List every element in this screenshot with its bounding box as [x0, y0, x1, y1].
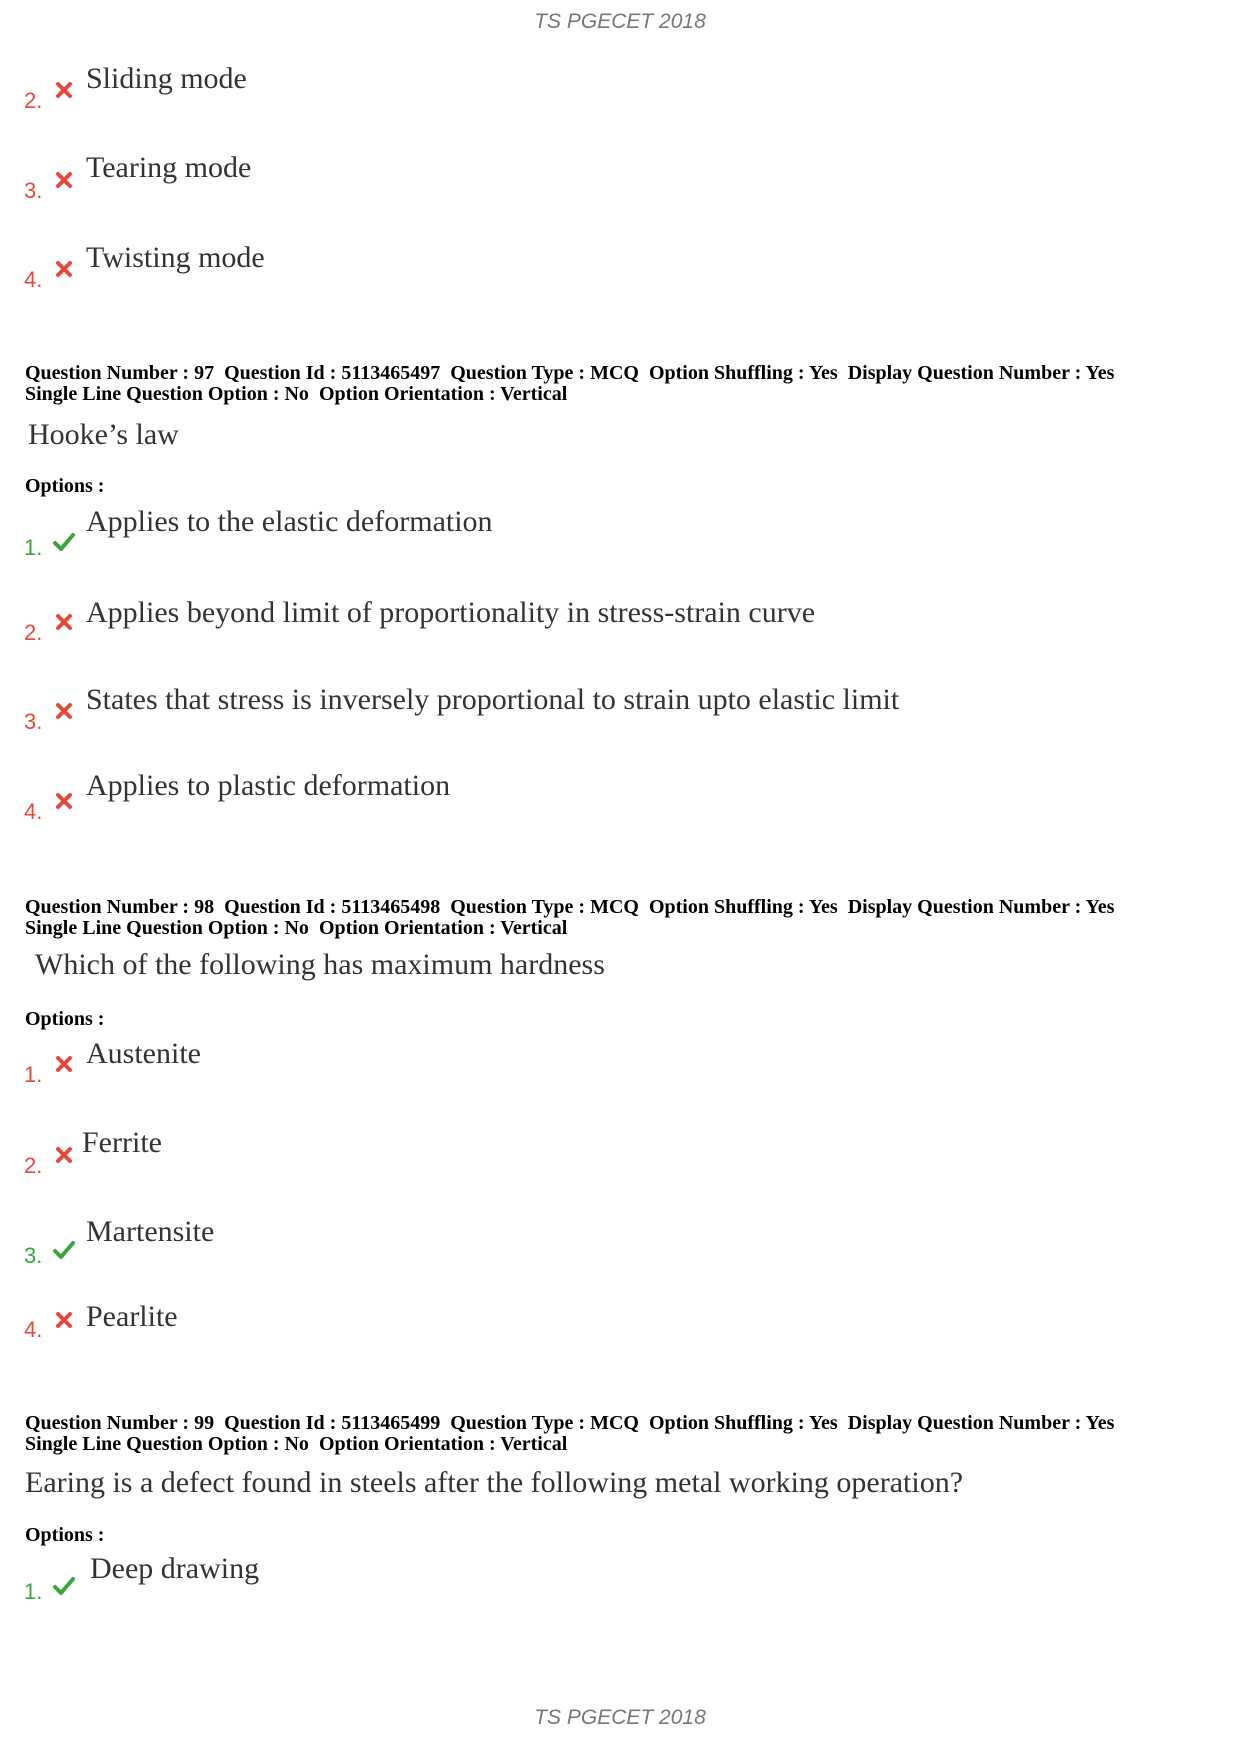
options-label: Options :	[25, 1524, 105, 1546]
option-number: 4.	[24, 799, 43, 824]
option-number: 1.	[24, 1579, 43, 1604]
option-number: 3.	[24, 1243, 43, 1268]
option-item	[0, 1300, 1240, 1360]
question-text: Hooke’s law	[28, 418, 179, 451]
option-item	[0, 62, 1240, 122]
option-number: 1.	[24, 535, 43, 560]
cross-icon	[52, 78, 76, 102]
cross-icon	[52, 257, 76, 281]
option-item	[0, 596, 1240, 656]
option-text: States that stress is inversely proportional to strain upto elastic limit	[86, 683, 900, 716]
option-text: Twisting mode	[86, 241, 265, 274]
option-text: Deep drawing	[90, 1552, 260, 1585]
cross-icon	[52, 1308, 76, 1332]
options-label: Options :	[25, 475, 105, 497]
cross-icon	[52, 699, 76, 723]
option-text: Pearlite	[86, 1300, 178, 1333]
question-text: Which of the following has maximum hardness	[35, 948, 605, 981]
option-text: Austenite	[86, 1037, 201, 1070]
question-text: Earing is a defect found in steels after the following metal working operation?	[25, 1466, 964, 1499]
options-label: Options :	[25, 1008, 105, 1030]
cross-icon	[52, 1143, 76, 1167]
check-icon	[52, 1574, 76, 1598]
cross-icon	[52, 1052, 76, 1076]
option-item	[0, 241, 1240, 301]
option-number: 2.	[24, 620, 43, 645]
cross-icon	[52, 789, 76, 813]
option-text: Applies to the elastic deformation	[86, 505, 493, 538]
option-text: Applies beyond limit of proportionality in stress-strain curve	[86, 596, 816, 629]
question-meta: Question Number : 97 Question Id : 5113465497 Question Type : MCQ Option Shuffling : Yes Display Question Number : Yes Single Line Question Option : No Option Orientation : Vertical	[25, 362, 1115, 405]
option-item	[0, 1126, 1240, 1186]
cross-icon	[52, 168, 76, 192]
option-text: Sliding mode	[86, 62, 247, 95]
check-icon	[52, 1238, 76, 1262]
option-text: Tearing mode	[86, 151, 252, 184]
option-item	[0, 769, 1240, 829]
page-footer: TS PGECET 2018	[534, 1706, 706, 1729]
option-item	[0, 151, 1240, 211]
option-text: Martensite	[86, 1215, 215, 1248]
option-item	[0, 683, 1240, 743]
question-meta: Question Number : 99 Question Id : 5113465499 Question Type : MCQ Option Shuffling : Yes Display Question Number : Yes Single Line Question Option : No Option Orientation : Vertical	[25, 1412, 1115, 1455]
option-number: 2.	[24, 1153, 43, 1178]
option-number: 3.	[24, 709, 43, 734]
option-number: 2.	[24, 88, 43, 113]
question-meta: Question Number : 98 Question Id : 5113465498 Question Type : MCQ Option Shuffling : Yes Display Question Number : Yes Single Line Question Option : No Option Orientation : Vertical	[25, 896, 1115, 939]
option-text: Applies to plastic deformation	[86, 769, 451, 802]
option-number: 3.	[24, 178, 43, 203]
option-item	[0, 1215, 1240, 1275]
check-icon	[52, 530, 76, 554]
option-number: 4.	[24, 1317, 43, 1342]
option-number: 4.	[24, 267, 43, 292]
option-item	[0, 1552, 1240, 1612]
option-item	[0, 505, 1240, 565]
option-text: Ferrite	[82, 1126, 162, 1159]
page-header: TS PGECET 2018	[534, 10, 706, 33]
option-number: 1.	[24, 1062, 43, 1087]
cross-icon	[52, 610, 76, 634]
option-item	[0, 1037, 1240, 1097]
